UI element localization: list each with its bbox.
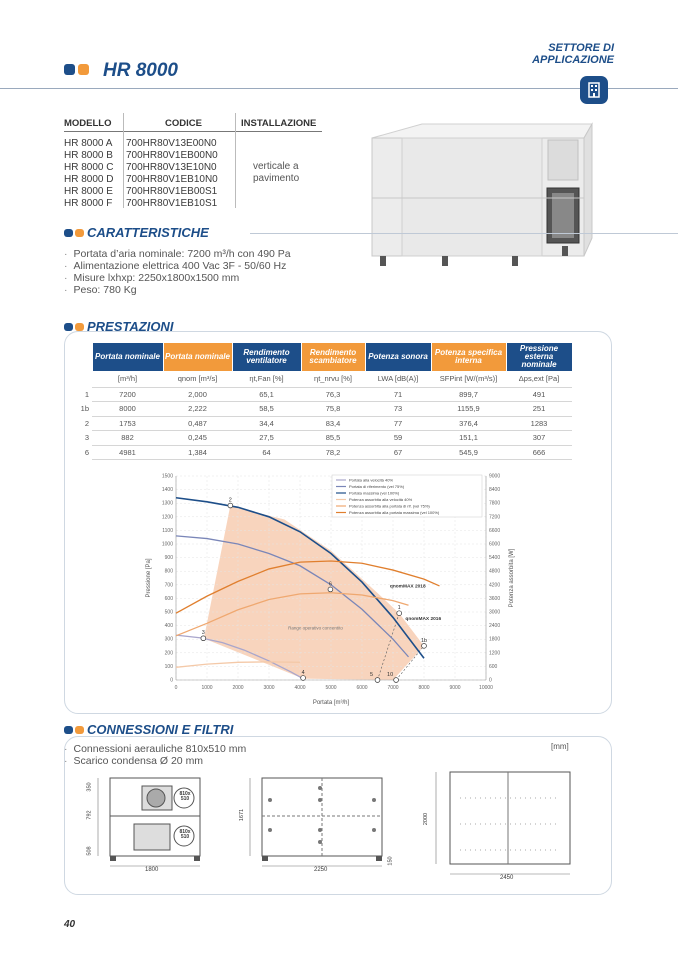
caratteristiche-list	[64, 248, 291, 296]
y2-tick-label: 8400	[489, 487, 501, 494]
x-tick-label: 2000	[232, 685, 244, 691]
y-tick-label: 1200	[161, 514, 173, 521]
list-item: · Scarico condensa Ø 20 mm	[64, 755, 246, 767]
dim-h2: 792	[86, 810, 93, 820]
y-axis-label: Pressione [Pa]	[146, 558, 152, 598]
brand-square-orange	[78, 64, 89, 75]
y-tick-label: 1300	[161, 500, 173, 507]
y-tick-label: 100	[164, 663, 173, 670]
data-point-label: 3	[201, 630, 205, 637]
y2-tick-label: 4800	[489, 568, 501, 575]
th-rend-scamb: Rendimento scambiatore	[301, 343, 365, 371]
list-item: · Alimentazione elettrica 400 Vac 3F - 50/60 Hz	[64, 260, 291, 272]
y-tick-label: 700	[164, 582, 173, 589]
legend-entry: Potenza assorbita alla portata massima (vel 100%)	[349, 510, 440, 515]
y-tick-label: 1100	[162, 527, 173, 534]
x-tick-label: 0	[174, 685, 178, 691]
y-tick-label: 800	[164, 568, 173, 575]
data-point-label: 1b	[420, 637, 428, 644]
x-tick-label: 10000	[479, 685, 493, 691]
y2-tick-label: 9000	[489, 473, 501, 480]
dim-h1: 350	[86, 782, 93, 792]
dim-height-3: 2000	[423, 812, 430, 826]
table-row: HR 8000 A 700HR80V13E00N0	[64, 138, 217, 149]
annotation-label: qnomMAX 2018	[389, 584, 426, 590]
installation-value: verticale a pavimento	[253, 161, 300, 184]
y-tick-label: 300	[164, 636, 173, 643]
x-tick-label: 8000	[418, 685, 430, 691]
y-tick-label: 500	[164, 609, 173, 616]
data-point-label: 1	[397, 605, 401, 612]
data-point-label: 5	[369, 672, 374, 678]
data-point-label: 4	[301, 669, 305, 676]
page-title: HR 8000	[103, 60, 178, 81]
y2-tick-label: 6600	[489, 527, 501, 534]
y2-tick-label: 5400	[489, 555, 501, 562]
x-tick-label: 9000	[449, 685, 461, 691]
y2-tick-label: 600	[489, 663, 498, 670]
table-row: HR 8000 F 700HR80V1EB10S1	[64, 198, 218, 209]
x-tick-label: 3000	[263, 685, 275, 691]
conn-label-top: 810x 510	[179, 791, 191, 802]
y2-tick-label: 4200	[489, 582, 501, 589]
section-square-orange	[75, 229, 84, 237]
col-modello: MODELLO	[64, 118, 112, 129]
section-divider	[250, 233, 678, 234]
x-axis-label: Portata [m³/h]	[312, 700, 350, 706]
table-row: 6 4981 1,384 64 78,2 67 545,9 666	[70, 445, 572, 460]
table-row: HR 8000 C 700HR80V13E10N0	[64, 162, 217, 173]
y2-tick-label: 7800	[489, 500, 501, 507]
data-point	[375, 678, 380, 683]
y2-tick-label: 1800	[489, 636, 501, 643]
operating-range-label: Range operativo consentito	[288, 625, 343, 631]
sector-label: SETTORE DI APPLICAZIONE	[532, 42, 614, 66]
table-row: 3 882 0,245 27,5 85,5 59 151,1 307	[70, 431, 572, 446]
dim-h3: 508	[86, 846, 93, 856]
data-point-label: 2	[228, 497, 232, 504]
section-square-orange	[75, 323, 84, 331]
legend-entry: Portata massima (vel 100%)	[349, 490, 400, 496]
section-title-caratteristiche: CARATTERISTICHE	[87, 225, 209, 240]
dim-width-2: 2250	[314, 867, 328, 873]
x-tick-label: 7000	[387, 685, 399, 691]
section-square-blue	[64, 229, 73, 237]
table-rule	[64, 131, 322, 132]
data-point	[397, 611, 402, 616]
legend-entry: Potenza assorbita alla velocità 40%	[349, 497, 413, 502]
data-point	[201, 636, 206, 641]
y2-tick-label: 0	[489, 677, 492, 684]
th-pressione: Pressione esterna nominale	[506, 343, 572, 371]
y-tick-label: 1500	[161, 473, 173, 480]
th-portata-2: Portata nominale	[163, 343, 232, 371]
dim-width-3: 2450	[500, 875, 514, 881]
table-row: 2 1753 0,487 34,4 83,4 77 376,4 1283	[70, 416, 572, 431]
th-potenza-specifica: Potenza specifica interna	[431, 343, 506, 371]
building-icon	[580, 76, 608, 104]
col-installazione: INSTALLAZIONE	[241, 118, 317, 129]
list-item: · Misure lxhxp: 2250x1800x1500 mm	[64, 272, 291, 284]
section-square-orange	[75, 726, 84, 734]
th-portata: Portata nominale	[92, 343, 163, 371]
y-tick-label: 900	[164, 555, 173, 562]
y-tick-label: 600	[164, 595, 173, 602]
table-row: 1b 8000 2,222 58,5 75,8 73 1155,9 251	[70, 402, 572, 417]
conn-label-bottom: 810x 510	[179, 829, 191, 840]
list-item: · Connessioni aerauliche 810x510 mm	[64, 743, 246, 755]
table-row: HR 8000 D 700HR80V1EB10N0	[64, 174, 218, 185]
y2-tick-label: 3000	[489, 609, 501, 616]
x-tick-label: 4000	[294, 685, 306, 691]
section-title-connessioni: CONNESSIONI E FILTRI	[87, 722, 234, 737]
annotation-label: qnomMAX 2016	[405, 617, 442, 623]
x-tick-label: 5000	[325, 685, 337, 691]
dim-base-2: 150	[387, 856, 394, 866]
y2-tick-label: 3600	[489, 595, 501, 602]
col-codice: CODICE	[165, 118, 202, 129]
table-row: HR 8000 B 700HR80V1EB00N0	[64, 150, 218, 161]
data-point	[301, 676, 306, 681]
y2-axis-label: Potenza assorbita [W]	[509, 548, 515, 608]
drawing-front-view	[80, 770, 210, 885]
legend-entry: Portata di riferimento (vel 75%)	[349, 484, 405, 489]
performance-table	[70, 343, 573, 460]
performance-chart	[140, 468, 520, 708]
data-point	[228, 503, 233, 508]
col-sep	[123, 113, 124, 208]
data-point	[328, 587, 333, 592]
y-tick-label: 200	[164, 650, 173, 657]
drawing-top-view	[420, 768, 580, 889]
data-point-label: 10	[387, 672, 394, 678]
drawing-side-view	[240, 770, 400, 885]
dim-height-2: 1671	[239, 808, 246, 822]
y2-tick-label: 2400	[489, 623, 501, 630]
y2-tick-label: 7200	[489, 514, 501, 521]
section-square-blue	[64, 323, 73, 331]
legend-entry: Potenza assorbita alla portata di rif. (vel 75%)	[349, 503, 430, 509]
data-point	[394, 678, 399, 683]
section-square-blue	[64, 726, 73, 734]
th-rend-vent: Rendimento ventilatore	[232, 343, 301, 371]
unit-label: [mm]	[551, 742, 569, 751]
th-potenza-sonora: Potenza sonora	[365, 343, 431, 371]
y-tick-label: 1400	[161, 487, 173, 494]
list-item: · Peso: 780 Kg	[64, 284, 291, 296]
y2-tick-label: 6000	[489, 541, 501, 548]
units-row: [m³/h] qnom [m³/s] ηt,Fan [%] ηt_nrvu [%] LWA [dB(A)] SFPint [W/(m³/s)] Δps,ext [Pa]	[70, 371, 572, 387]
connessioni-list	[64, 743, 246, 767]
page-number: 40	[64, 919, 76, 930]
data-point	[422, 643, 427, 648]
header-divider	[0, 88, 678, 89]
data-point-label: 6	[328, 581, 332, 588]
col-sep	[235, 113, 236, 208]
y2-tick-label: 1200	[489, 650, 501, 657]
product-image	[362, 118, 602, 301]
y-tick-label: 1000	[161, 541, 173, 548]
table-row: 1 7200 2,000 65,1 76,3 71 899,7 491	[70, 387, 572, 402]
section-title-prestazioni: PRESTAZIONI	[87, 319, 174, 334]
brand-square-blue	[64, 64, 75, 75]
y-tick-label: 400	[164, 623, 173, 630]
x-tick-label: 6000	[356, 685, 368, 691]
x-tick-label: 1000	[201, 685, 213, 691]
list-item: · Portata d’aria nominale: 7200 m³/h con 490 Pa	[64, 248, 291, 260]
y-tick-label: 0	[170, 677, 173, 684]
legend-entry: Portata alla velocità 40%	[349, 477, 394, 483]
table-row: HR 8000 E 700HR80V1EB00S1	[64, 186, 218, 197]
dim-width-1: 1800	[145, 867, 159, 873]
